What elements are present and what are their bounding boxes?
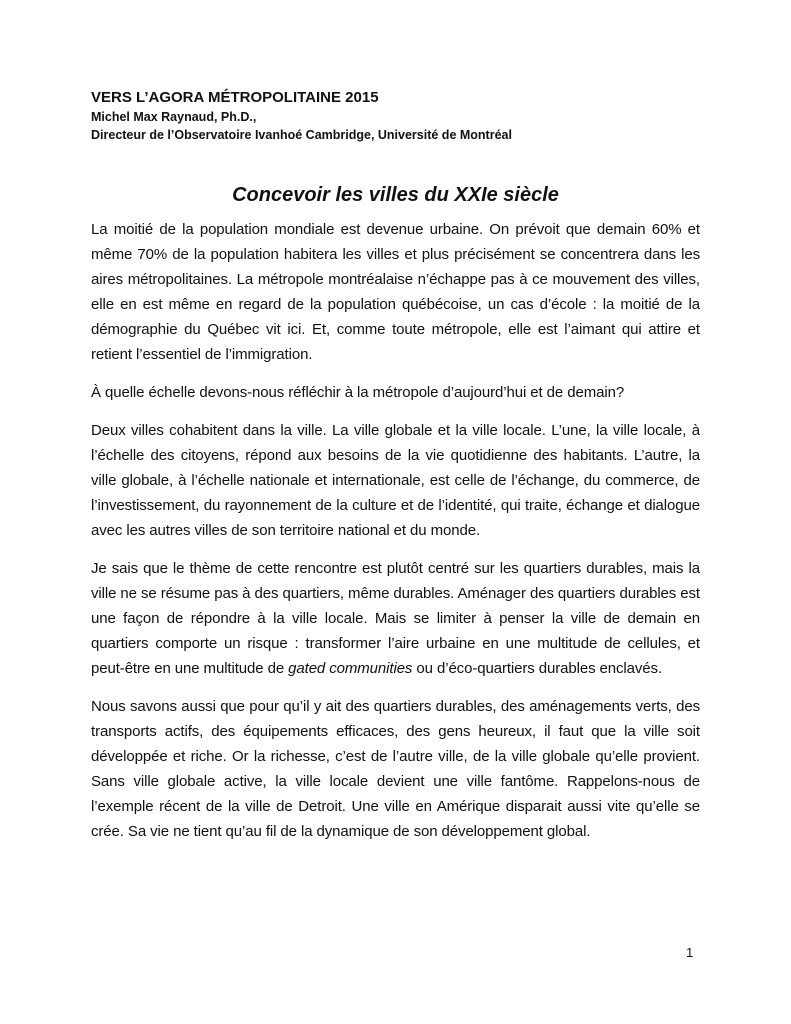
paragraph-1: La moitié de la population mondiale est devenue urbaine. On prévoit que demain 60% et même 70% de la population habitera les villes et plus précisément se concentrera dans les aires métropolitaines. La métropole montréalaise n’échappe pas à ce mouvement des villes, elle en est même en regard de la population québécoise, un cas d’école : la moitié de la démographie du Québec vit ici. Et, comme toute métropole, elle est l’aimant qui attire et retient l’essentiel de l’immigration.: [91, 221, 700, 363]
paragraph-4-italic-term: gated communities: [288, 660, 413, 677]
paragraph-5: Nous savons aussi que pour qu’il y ait des quartiers durables, des aménagements verts, des transports actifs, des équipements efficaces, des gens heureux, il faut que la ville soit développée et riche. Or la richesse, c’est de l’autre ville, de la ville globale qu’elle provient. Sans ville globale active, la ville locale devient une ville fantôme. Rappelons-nous de l’exemple récent de la ville de Detroit. Une ville en Amérique disparait aussi vite qu’elle se crée. Sa vie ne tient qu’au fil de la dynamique de son développement global.: [91, 698, 700, 840]
paragraph-4: [91, 556, 700, 681]
paragraph-3: Deux villes cohabitent dans la ville. La ville globale et la ville locale. L’une, la ville locale, à l’échelle des citoyens, répond aux besoins de la vie quotidienne des habitants. L’autre, la ville globale, à l’échelle nationale et internationale, est celle de l’échange, du commerce, de l’investissement, du rayonnement de la culture et de l’identité, qui traite, échange et dialogue avec les autres villes de son territoire national et du monde.: [91, 422, 700, 539]
conference-title: VERS L’AGORA MÉTROPOLITAINE 2015: [91, 89, 379, 106]
author-affiliation: Directeur de l’Observatoire Ivanhoé Cambridge, Université de Montréal: [91, 128, 512, 142]
paragraph-4-text-start: Je sais que le thème de cette rencontre est plutôt centré sur les quartiers durables, mais la ville ne se résume pas à des quartiers, même durables. Aménager des quartiers durables est une façon de répondre à la ville locale. Mais se limiter à penser la ville de demain en quartiers comporte un risque : transformer l’aire urbaine en une multitude de cellules, et peut-être en une multitude de: [91, 560, 700, 677]
document-page: [91, 88, 700, 857]
author-name: Michel Max Raynaud, Ph.D.,: [91, 110, 257, 124]
page-number: 1: [686, 945, 694, 960]
document-title: Concevoir les villes du XXIe siècle: [232, 184, 559, 206]
paragraph-2: À quelle échelle devons-nous réfléchir à la métropole d’aujourd’hui et de demain?: [91, 384, 625, 401]
paragraph-4-text-end: ou d’éco-quartiers durables enclavés.: [412, 660, 663, 677]
